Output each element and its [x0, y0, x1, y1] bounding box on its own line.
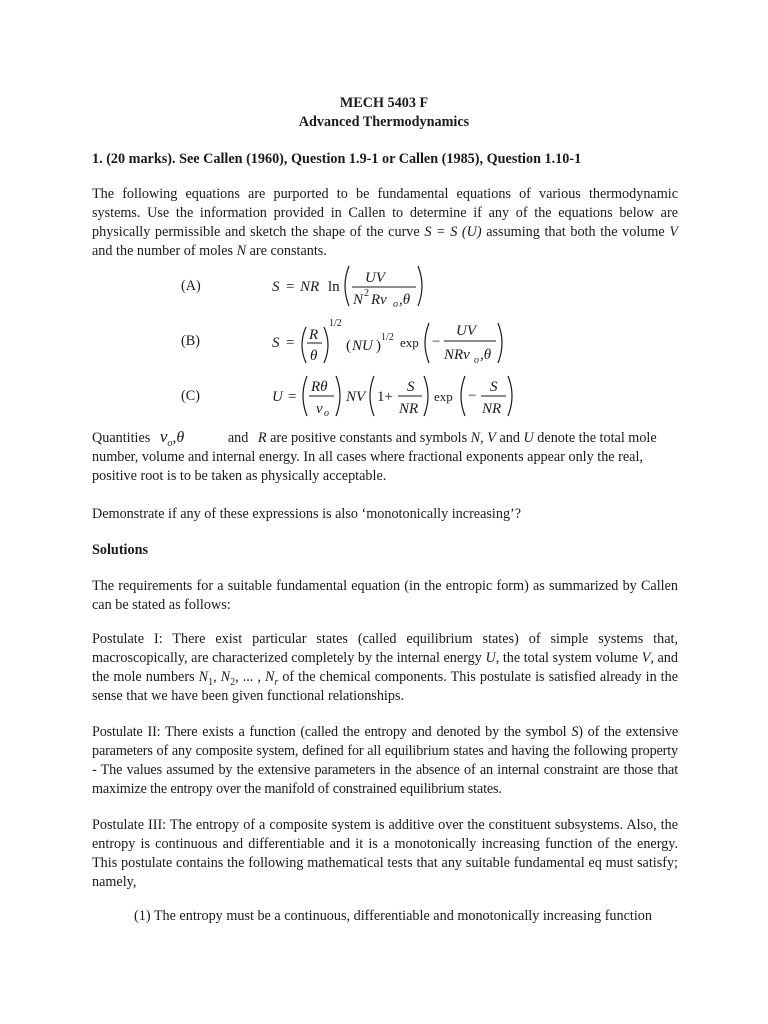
quantities-line-1: Quantities $v_o,\theta$ and R are positive constants and symbols N, V and U denote the total mole: [92, 427, 657, 449]
postulate-3: Postulate III: The entropy of a composite system is additive over the constituent subsystems. Also, the entropy is continuous and differentiable and it is a monotonically increasing function of the energy. This postulate contains the following mathematical tests that any suitable fundamental eq must satisfy; namely,: [92, 817, 678, 890]
eq-b-lhs: S: [272, 335, 280, 351]
eq-c-frac-num: Rθ: [311, 379, 328, 395]
quantities-line-2: number, volume and internal energy. In all cases where fractional exponents appear only the real,: [92, 449, 643, 465]
eq-c-equals: =: [288, 389, 297, 405]
eq-c-nv: NV: [346, 389, 366, 405]
eq-c-minus: −: [468, 388, 477, 404]
eq-a-den-theta: ,θ: [399, 292, 411, 308]
equation-a: [270, 262, 430, 310]
eq-a-equals: =: [286, 279, 295, 295]
eq-b-den: NRv: [444, 347, 470, 363]
postulate-2: Postulate II: There exists a function (called the entropy and denoted by the symbol S) of the extensive parameters of any composite system, defined for all equilibrium states and having the following property - The values assumed by the extensive parameters in the absence of an internal constraint are those that maximize the entropy over the manifold of constrained equilibrium states.: [92, 724, 678, 797]
equation-b-label: (B): [181, 333, 200, 349]
eq-b-minus: −: [432, 334, 441, 350]
eq-b-equals: =: [286, 335, 295, 351]
eq-b-exp2: 1/2: [381, 332, 394, 343]
question-heading: 1. (20 marks). See Callen (1960), Question 1.9-1 or Callen (1985), Question 1.10-1: [92, 151, 582, 167]
eq-c-n1: S: [407, 379, 415, 395]
equation-b: [270, 315, 510, 367]
eq-b-rparen: ): [376, 338, 381, 354]
eq-b-exp1: 1/2: [329, 318, 342, 329]
eq-a-den-exp: 2: [364, 288, 369, 299]
eq-c-frac-den: v: [316, 401, 323, 417]
eq-c-n2: S: [490, 379, 498, 395]
eq-a-den-sub: o: [393, 299, 398, 310]
test-item-1: (1) The entropy must be a continuous, differentiable and monotonically increasing function: [134, 908, 652, 924]
eq-b-lparen: (: [346, 338, 351, 354]
eq-c-d1: NR: [399, 401, 419, 417]
eq-c-one-plus: 1+: [377, 389, 393, 405]
eq-b-den-theta: ,θ: [480, 347, 492, 363]
eq-c-lhs: U: [272, 389, 283, 405]
solutions-heading: Solutions: [92, 542, 148, 558]
postulate-1: Postulate I: There exist particular states (called equilibrium states) of simple systems that, macroscopically, are characterized completely by the internal energy U, the total system volume V, and the mole numbers $N_1$, $N_2$, ... , $N_r$ of the chemical components. This postulate is satisfied already in the sense that we have been given functional relationships.: [92, 631, 679, 704]
eq-a-den-n: N: [353, 292, 364, 308]
eq-c-exp: exp: [434, 389, 453, 404]
equation-c: [270, 372, 520, 422]
course-title: Advanced Thermodynamics: [298, 114, 470, 130]
eq-c-d2: NR: [482, 401, 502, 417]
eq-a-ln: ln: [328, 279, 340, 295]
eq-a-lhs: S: [272, 279, 280, 295]
eq-b-exp: exp: [400, 335, 419, 350]
eq-b-frac-num: R: [309, 327, 319, 343]
equation-c-label: (C): [181, 388, 200, 404]
eq-a-coef: NR: [300, 279, 320, 295]
question-intro: The following equations are purported to be fundamental equations of various thermodynamic systems. Use the information provided in Callen to determine if any of the equations below are physically permissible and sketch the shape of the curve S = S (U) assuming that both the volume V and the number of moles N are constants.: [92, 186, 678, 259]
eq-a-den-rv: Rv: [371, 292, 387, 308]
equation-a-label: (A): [181, 278, 201, 294]
requirements-text: The requirements for a suitable fundamental equation (in the entropic form) as summarized by Callen can be stated as follows:: [92, 578, 678, 613]
eq-c-frac-den-sub: o: [324, 408, 329, 419]
eq-b-frac-den: θ: [310, 348, 318, 364]
eq-b-nu: NU: [352, 338, 373, 354]
course-code: MECH 5403 F: [339, 95, 429, 111]
quantities-line-3: positive root is to be taken as physically acceptable.: [92, 468, 387, 484]
demonstrate-text: Demonstrate if any of these expressions is also ‘monotonically increasing’?: [92, 506, 522, 522]
eq-b-den-sub: o: [474, 355, 479, 366]
eq-b-numerator: UV: [456, 323, 476, 339]
eq-a-numerator: UV: [365, 270, 385, 286]
